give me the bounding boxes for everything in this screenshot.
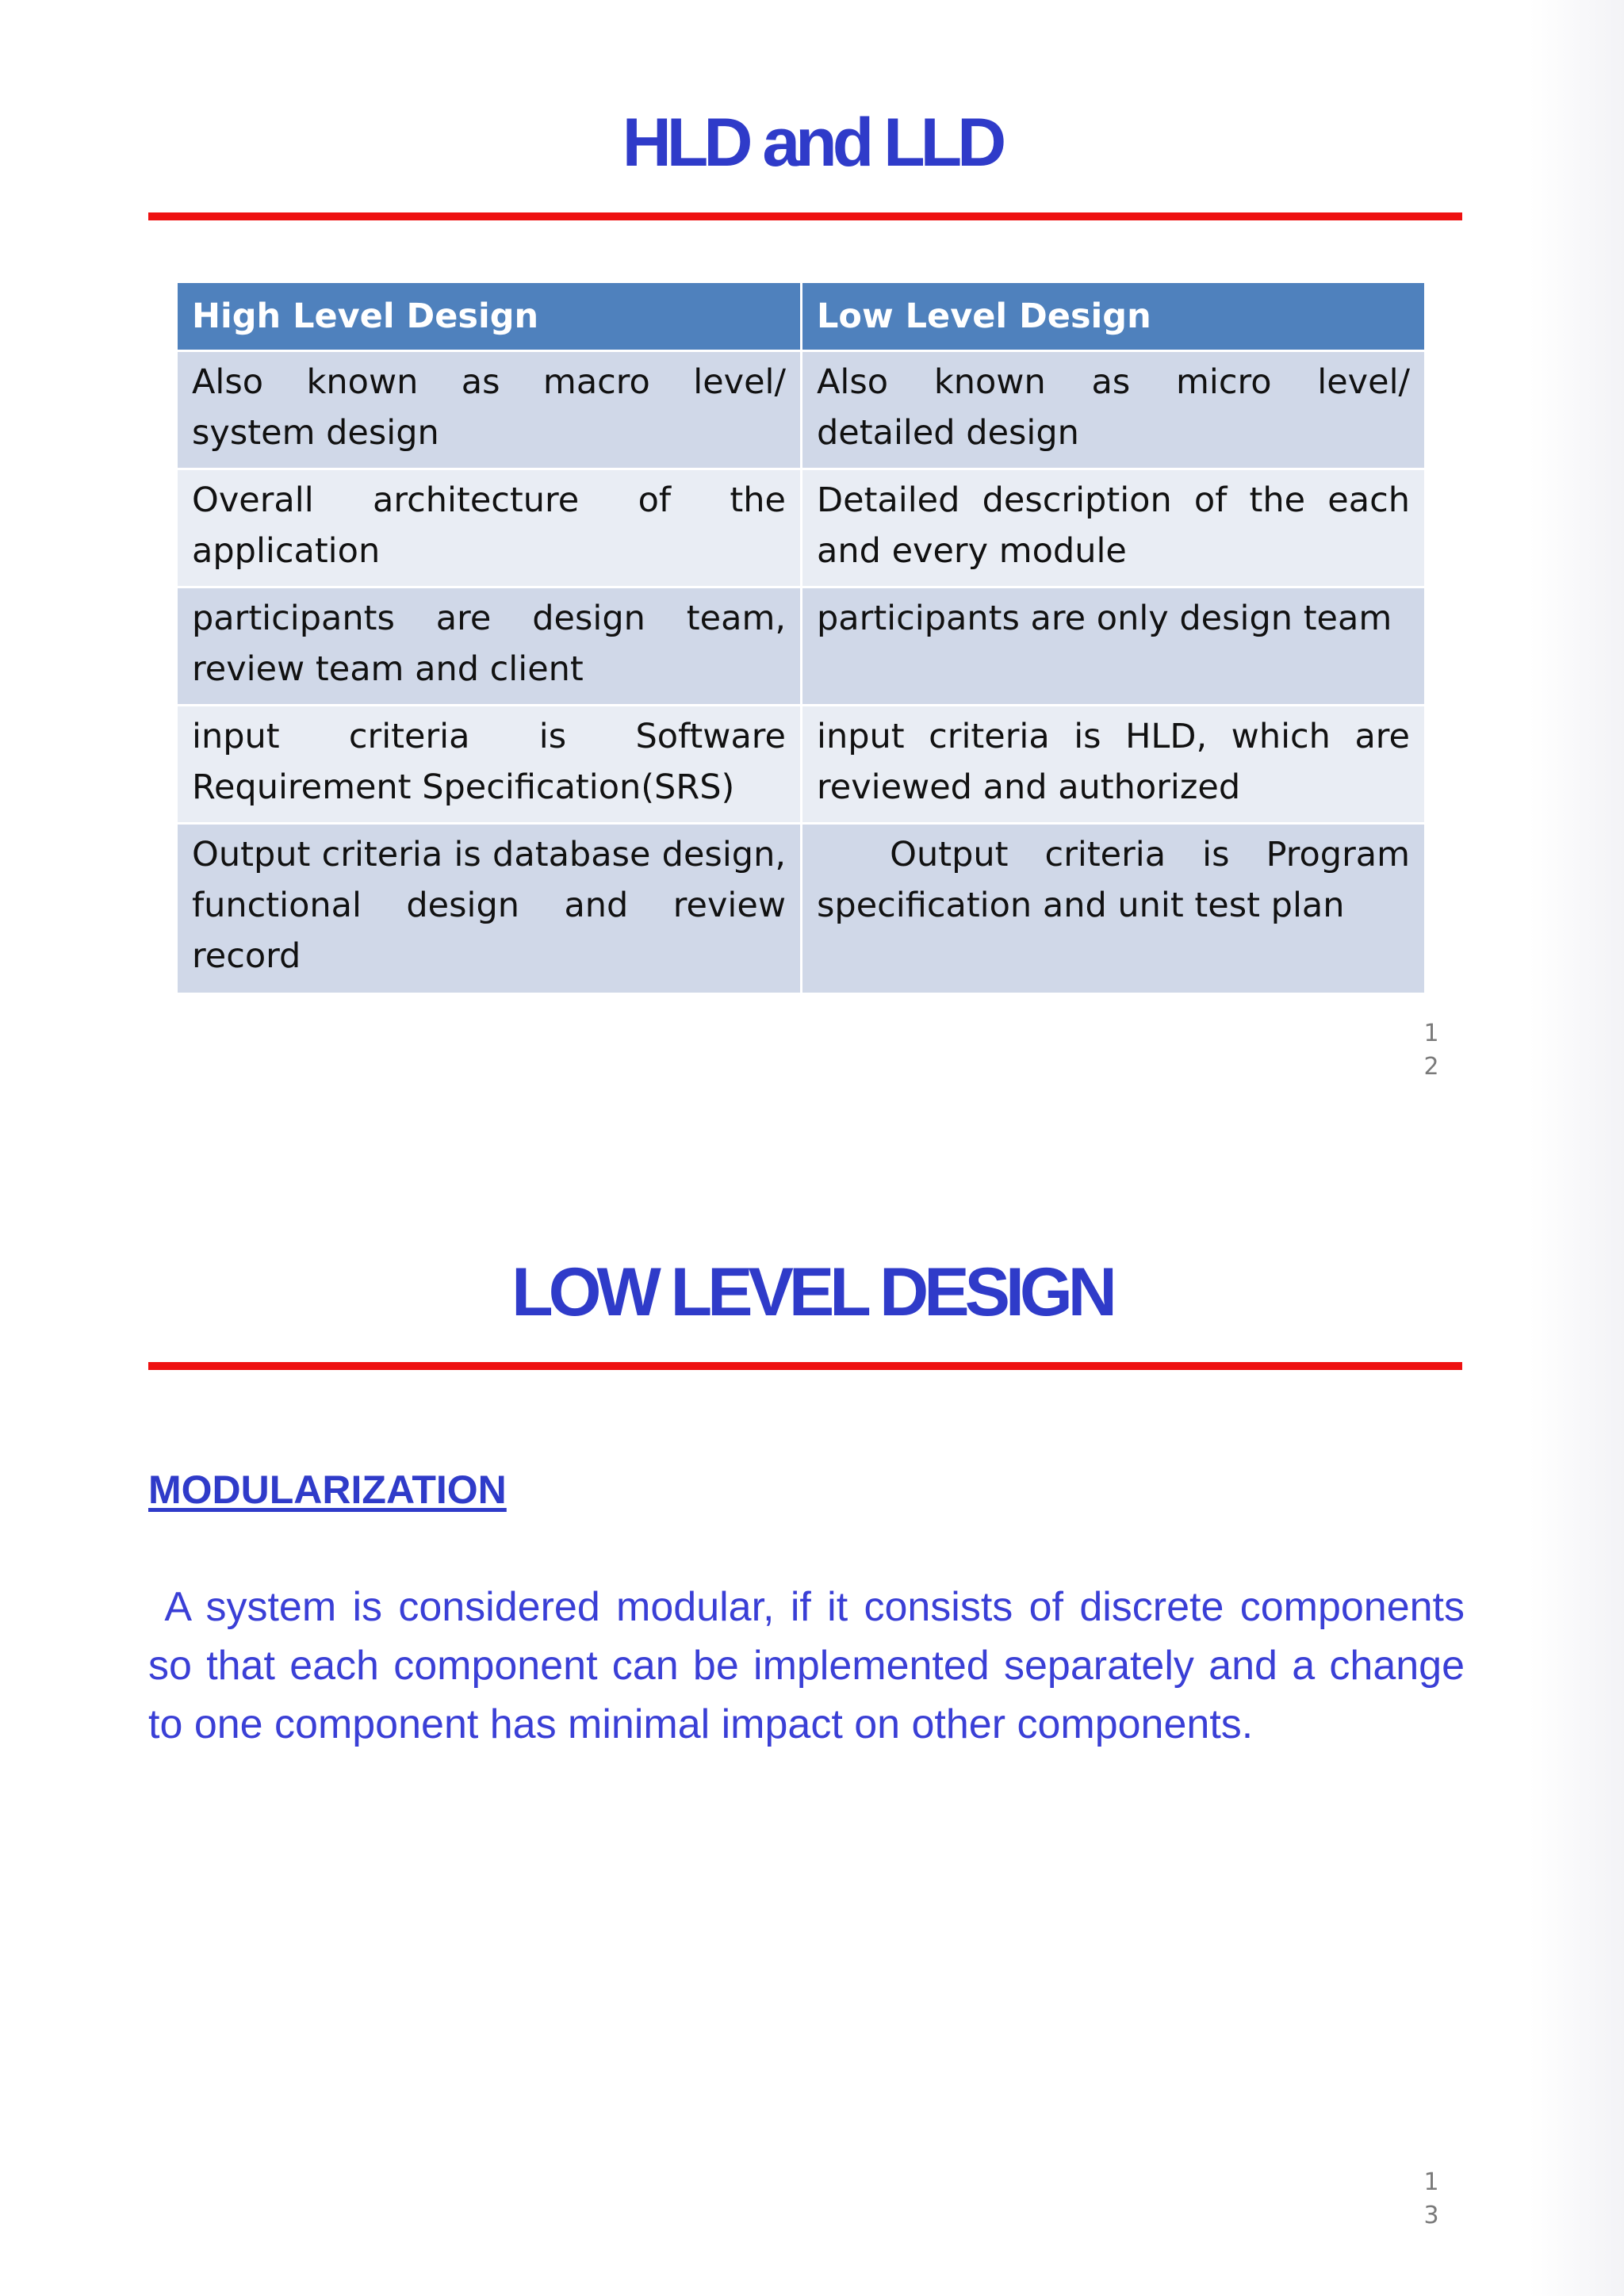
hld-lld-comparison-table [175,281,1427,995]
table-cell-lld: Also known as micro level/ detailed design [802,351,1426,469]
table-row [177,706,1426,824]
table-cell-hld: Output criteria is database design, functional design and review record [177,824,802,994]
title-underline-rule [148,1362,1462,1370]
page-number-digit: 3 [1423,2202,1439,2229]
slide-title: LOW LEVEL DESIGN [511,1254,1113,1330]
page-number [1419,2166,1443,2233]
table-cell-lld: input criteria is HLD, which are reviewed and authorized [802,706,1426,824]
header-low-level-design: Low Level Design [802,282,1426,351]
table-cell-hld: input criteria is Software Requirement Specification(SRS) [177,706,802,824]
page-number-digit: 2 [1423,1053,1439,1081]
slide-title: HLD and LLD [622,105,1002,181]
table-cell-lld: Output criteria is Program specification and unit test plan [802,824,1426,994]
table-cell-hld: Overall architecture of the application [177,469,802,587]
table-row [177,587,1426,706]
table-cell-hld: Also known as macro level/ system design [177,351,802,469]
page-number-digit: 1 [1423,1020,1439,1047]
table-cell-lld: participants are only design team [802,587,1426,706]
body-paragraph: A system is considered modular, if it consists of discrete components so that each component can be implemented separately and a change to one component has minimal impact on other components. [148,1584,1477,1747]
page-number [1419,1017,1443,1084]
table-row [177,351,1426,469]
table-row [177,469,1426,587]
header-high-level-design: High Level Design [177,282,802,351]
table-row [177,824,1426,994]
title-underline-rule [148,212,1462,220]
table-header-row [177,282,1426,351]
section-subheading: MODULARIZATION [148,1468,507,1512]
slide-low-level-design [0,1148,1624,2296]
page-number-digit: 1 [1423,2168,1439,2196]
table-cell-hld: participants are design team, review team and client [177,587,802,706]
table-cell-lld: Detailed description of the each and every module [802,469,1426,587]
